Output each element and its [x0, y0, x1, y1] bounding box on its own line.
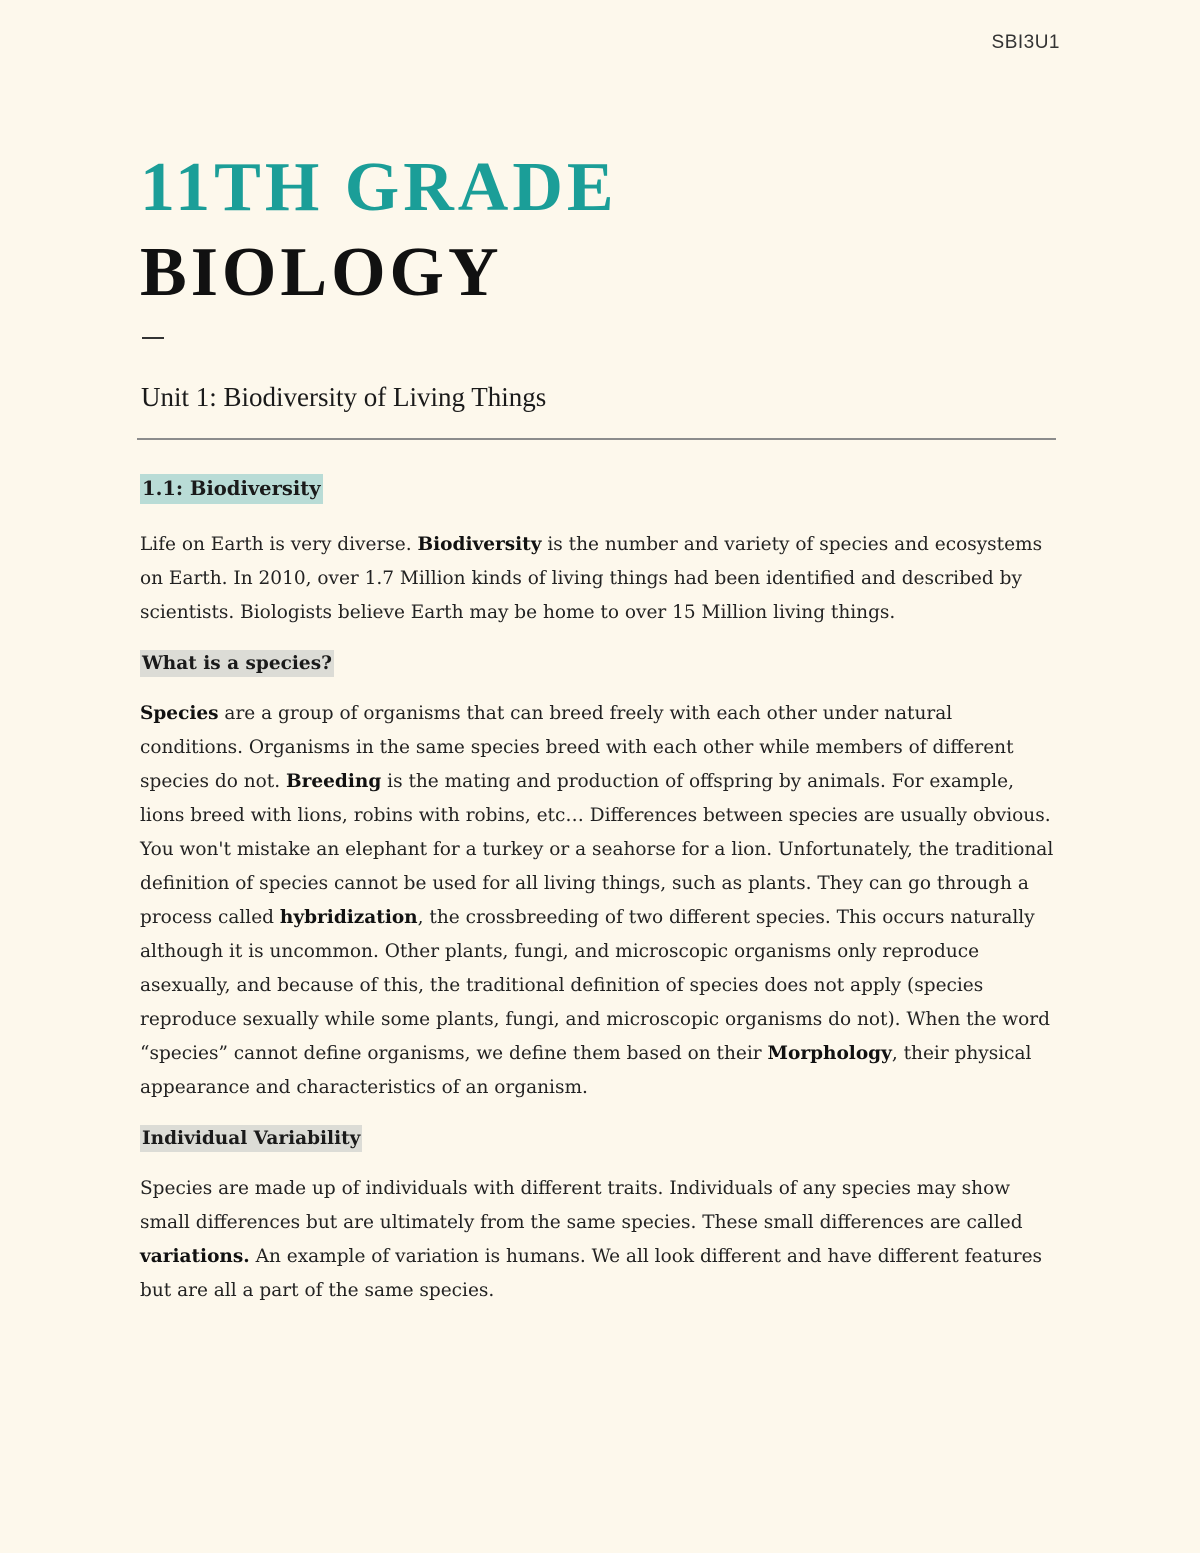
- variability-text-1: Species are made up of individuals with different traits. Individuals of any species may show small differences but are ultimately from the same species. These small differences are called: [140, 1178, 1023, 1233]
- species-text-4: , their physical appearance and characteristics of an organism.: [140, 1043, 1032, 1098]
- biodiversity-text-2: is the number and variety of species and ecosystems on Earth. In 2010, over 1.7 Million kinds of living things had been identified and described by scientists. Biologists believe Earth may be home to over 15 Million living things.: [140, 534, 1043, 623]
- species-text-2: is the mating and production of offspring by animals. For example, lions breed with lions, robins with robins, etc… Differences between species are usually obvious. You won't mistake an elephant for a turkey or a seahorse for a lion. Unfortunately, the traditional definition of species cannot be used for all living things, such as plants. They can go through a process called: [140, 771, 1054, 928]
- species-text-3: , the crossbreeding of two different species. This occurs naturally although it is uncommon. Other plants, fungi, and microscopic organisms only reproduce asexually, and because of this, the traditional definition of species does not apply (species reproduce sexually while some plants, fungi, and microscopic organisms do not). When the word “species” cannot define organisms, we define them based on their: [140, 907, 1050, 1064]
- species-paragraph: [140, 697, 1060, 1105]
- document-body: [140, 474, 1060, 1308]
- subheading-what-is-species: What is a species?: [140, 650, 334, 677]
- term-morphology: Morphology: [767, 1043, 892, 1064]
- species-text-1: are a group of organisms that can breed freely with each other under natural conditions. Organisms in the same species breed with each other while members of different species do not.: [140, 703, 1014, 792]
- unit-title: Unit 1: Biodiversity of Living Things: [141, 382, 547, 412]
- term-species: Species: [140, 703, 219, 724]
- title-divider-dash: [142, 337, 164, 339]
- subheading-individual-variability: Individual Variability: [140, 1125, 362, 1152]
- unit-horizontal-rule: [137, 438, 1056, 440]
- biodiversity-paragraph: [140, 528, 1060, 630]
- variability-paragraph: [140, 1172, 1060, 1308]
- term-biodiversity: Biodiversity: [417, 534, 542, 555]
- section-heading-biodiversity: 1.1: Biodiversity: [140, 474, 323, 504]
- biodiversity-text-1: Life on Earth is very diverse.: [140, 534, 418, 555]
- title-grade: 11TH GRADE: [140, 149, 618, 226]
- term-breeding: Breeding: [286, 771, 382, 792]
- term-variations: variations.: [140, 1246, 250, 1267]
- title-subject: BIOLOGY: [140, 234, 503, 311]
- term-hybridization: hybridization: [279, 907, 418, 928]
- variability-text-2: An example of variation is humans. We all look different and have different features but are all a part of the same species.: [140, 1246, 1043, 1301]
- course-code: SBI3U1: [991, 32, 1060, 53]
